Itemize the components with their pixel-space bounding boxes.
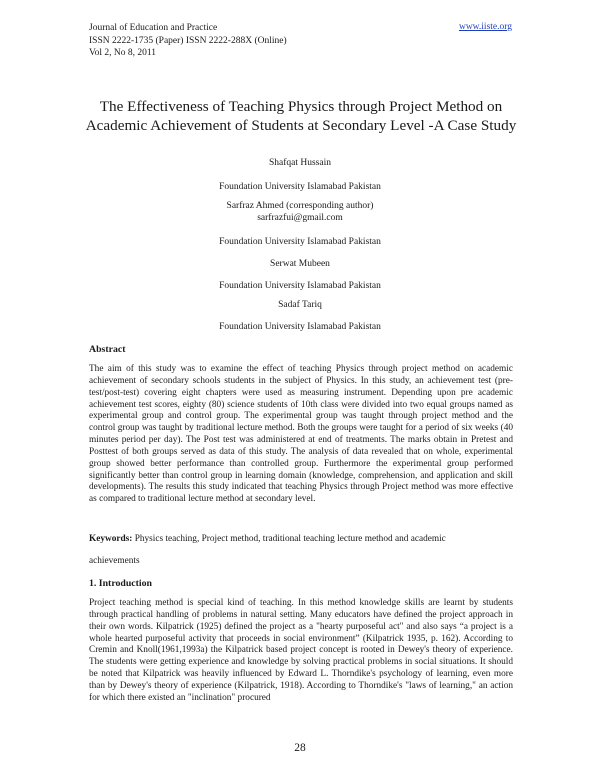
journal-header bbox=[89, 22, 389, 60]
introduction-heading: 1. Introduction bbox=[89, 578, 152, 589]
keywords bbox=[89, 533, 513, 545]
journal-issn: ISSN 2222-1735 (Paper) ISSN 2222-288X (Online) bbox=[89, 35, 287, 46]
author-name: Sadaf Tariq bbox=[278, 300, 322, 310]
author-name: Sarfraz Ahmed (corresponding author) bbox=[226, 201, 374, 211]
keywords-text: Physics teaching, Project method, traditional teaching lecture method and academic bbox=[132, 534, 446, 544]
author-name: Shafqat Hussain bbox=[268, 158, 331, 168]
author-affiliation: Foundation University Islamabad Pakistan bbox=[219, 322, 381, 332]
journal-volume: Vol 2, No 8, 2011 bbox=[89, 48, 157, 58]
abstract-heading: Abstract bbox=[89, 344, 126, 355]
paper-title: The Effectiveness of Teaching Physics through Project Method on Academic Achievement of Students at Secondary Level -A Case Study bbox=[85, 98, 517, 134]
journal-name: Journal of Education and Practice bbox=[89, 23, 218, 33]
author-affiliation: Foundation University Islamabad Pakistan bbox=[219, 281, 381, 291]
keywords-continuation: achievements bbox=[89, 556, 140, 566]
author-affiliation: Foundation University Islamabad Pakistan bbox=[219, 237, 381, 247]
keywords-label: Keywords: bbox=[89, 534, 133, 544]
page-number: 28 bbox=[294, 742, 306, 754]
abstract-text: The aim of this study was to examine the effect of teaching Physics through project method on academic achievement of secondary schools students in the subject of Physics. In this study, an achievement test (pre-test/post-test) covering eight chapters were used as measuring instrument. Depending upon pre academic achievement test scores, eighty (80) science students of 10th class were divided into two equal groups named as experimental group and control group. The experimental group was taught through project method and the control group was taught by traditional lecture method. Both the groups were taught for a period of six weeks (40 minutes period per day). The Post test was administered at end of treatments. The marks obtain in Pretest and Posttest of both groups served as data of this study. The analysis of data revealed that on whole, experimental group showed better performance than controlled group. Furthermore the experimental group performed significantly better than control group in learning domain (knowledge, comprehension, and application and skill developments). The results this study indicated that teaching Physics through Project method was more effective as compared to traditional lecture method at secondary level. bbox=[89, 364, 513, 505]
introduction-text: Project teaching method is special kind of teaching. In this method knowledge skills are learnt by students through practical handling of problems in natural setting. Many educators have defined the project approach in their own words. Kilpatrick (1925) defined the project as a "hearty purposeful act" and also says “a project is a whole hearted purposeful activity that proceeds in social environment” (Kilpatrick 1935, p. 162). According to Cremin and Knoll(1961,1993a) the Kilpatrick based project concept is rooted in Dewey's theory of experience. The students were getting experience and knowledge by solving practical problems in social situations. It should be noted that Kilpatrick was heavily influenced by Edward L. Thorndike's psychology of learning, even more than by Dewey's theory of experience (Kilpatrick, 1918). According to Thorndike's "laws of learning," an action for which there existed an "inclination" procured bbox=[89, 598, 513, 703]
author-email: sarfrazfui@gmail.com bbox=[257, 213, 343, 223]
journal-url-link[interactable]: www.iiste.org bbox=[458, 22, 512, 32]
author-name: Serwat Mubeen bbox=[270, 259, 330, 269]
author-affiliation: Foundation University Islamabad Pakistan bbox=[219, 182, 381, 192]
